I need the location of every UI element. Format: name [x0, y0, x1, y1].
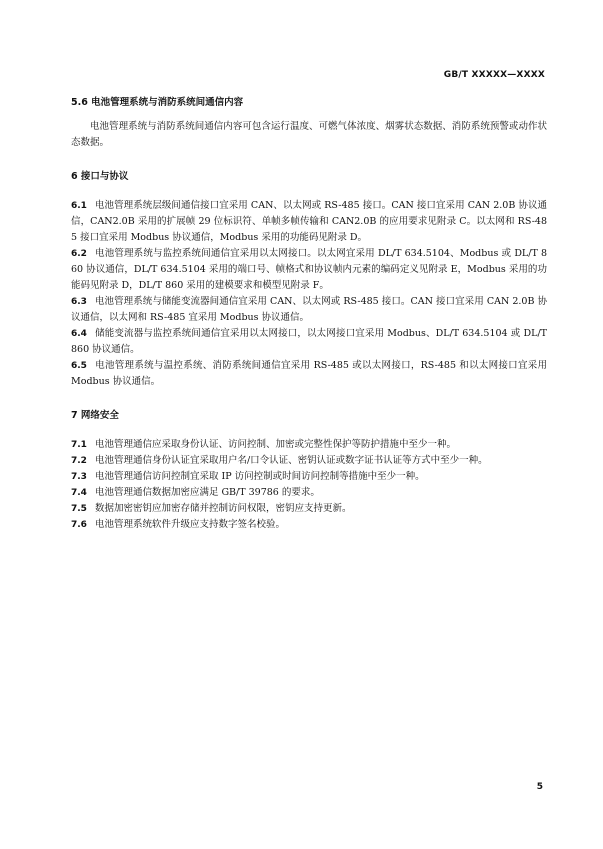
clause-7-2 — [71, 453, 547, 469]
clause-number: 7.1 — [71, 440, 87, 450]
clause-6-3 — [71, 294, 547, 326]
clause-text: 电池管理通信数据加密应满足 GB/T 39786 的要求。 — [94, 487, 320, 498]
clause-number: 7.5 — [71, 504, 87, 514]
clause-number: 7.4 — [71, 488, 87, 498]
clause-6-1 — [71, 198, 547, 246]
clause-number: 6.3 — [71, 297, 87, 307]
section-5-6-title: 5.6 电池管理系统与消防系统间通信内容 — [71, 97, 244, 108]
document-body — [71, 96, 547, 533]
section-5-6-body: 电池管理系统与消防系统间通信内容可包含运行温度、可燃气体浓度、烟雾状态数据、消防系统预警或动作状态数据。 — [71, 121, 547, 148]
clause-number: 6.2 — [71, 249, 87, 259]
section-6-title: 6 接口与协议 — [71, 171, 129, 182]
clause-text: 电池管理通信访问控制宜采取 IP 访问控制或时间访问控制等措施中至少一种。 — [94, 471, 425, 482]
clause-number: 6.5 — [71, 361, 87, 371]
clause-number: 6.1 — [71, 201, 87, 211]
clause-number: 7.2 — [71, 456, 87, 466]
section-7-title: 7 网络安全 — [71, 410, 119, 421]
clause-7-1 — [71, 437, 547, 453]
clause-text: 电池管理系统软件升级应支持数字签名校验。 — [94, 519, 285, 530]
clause-6-2 — [71, 246, 547, 294]
clause-text: 电池管理通信应采取身份认证、访问控制、加密或完整性保护等防护措施中至少一种。 — [94, 439, 456, 450]
document-code: GB/T XXXXX—XXXX — [443, 70, 545, 80]
clause-text: 电池管理系统与监控系统间通信宜采用以太网接口。以太网宜采用 DL/T 634.5104、Modbus 或 DL/T 860 协议通信，DL/T 634.5104 采用的端口号、帧格式和协议帧内元素的编码定义见附录 E，Modbus 采用的功能码见附录 D，DL/T 860 采用的建模要求和模型见附录 F。 — [71, 248, 547, 291]
clause-7-6 — [71, 517, 547, 533]
clause-7-4 — [71, 485, 547, 501]
clause-text: 电池管理通信身份认证宜采取用户名/口令认证、密钥认证或数字证书认证等方式中至少一种。 — [94, 455, 488, 466]
clause-text: 储能变流器与监控系统间通信宜采用以太网接口，以太网接口宜采用 Modbus、DL/T 634.5104 或 DL/T 860 协议通信。 — [71, 328, 547, 355]
clause-text: 电池管理系统与储能变流器间通信宜采用 CAN、以太网或 RS-485 接口。CAN 接口宜采用 CAN 2.0B 协议通信，以太网和 RS-485 宜采用 Modbus 协议通信。 — [71, 296, 547, 323]
clause-7-3 — [71, 469, 547, 485]
clause-text: 电池管理系统与温控系统、消防系统间通信宜采用 RS-485 或以太网接口，RS-485 和以太网接口宜采用 Modbus 协议通信。 — [71, 360, 547, 387]
clause-text: 数据加密密钥应加密存储并控制访问权限，密钥应支持更新。 — [94, 503, 352, 514]
page-number: 5 — [536, 782, 543, 792]
clause-7-5 — [71, 501, 547, 517]
clause-6-5 — [71, 358, 547, 390]
clause-number: 7.3 — [71, 472, 87, 482]
clause-6-4 — [71, 326, 547, 358]
clause-number: 6.4 — [71, 329, 87, 339]
clause-text: 电池管理系统层级间通信接口宜采用 CAN、以太网或 RS-485 接口。CAN 接口宜采用 CAN 2.0B 协议通信，CAN2.0B 采用的扩展帧 29 位标识符、单帧多帧传输和 CAN2.0B 的应用要求见附录 C。以太网和 RS-485 接口宜采用 Modbus 协议通信，Modbus 采用的功能码见附录 D。 — [71, 200, 547, 243]
clause-number: 7.6 — [71, 520, 87, 530]
